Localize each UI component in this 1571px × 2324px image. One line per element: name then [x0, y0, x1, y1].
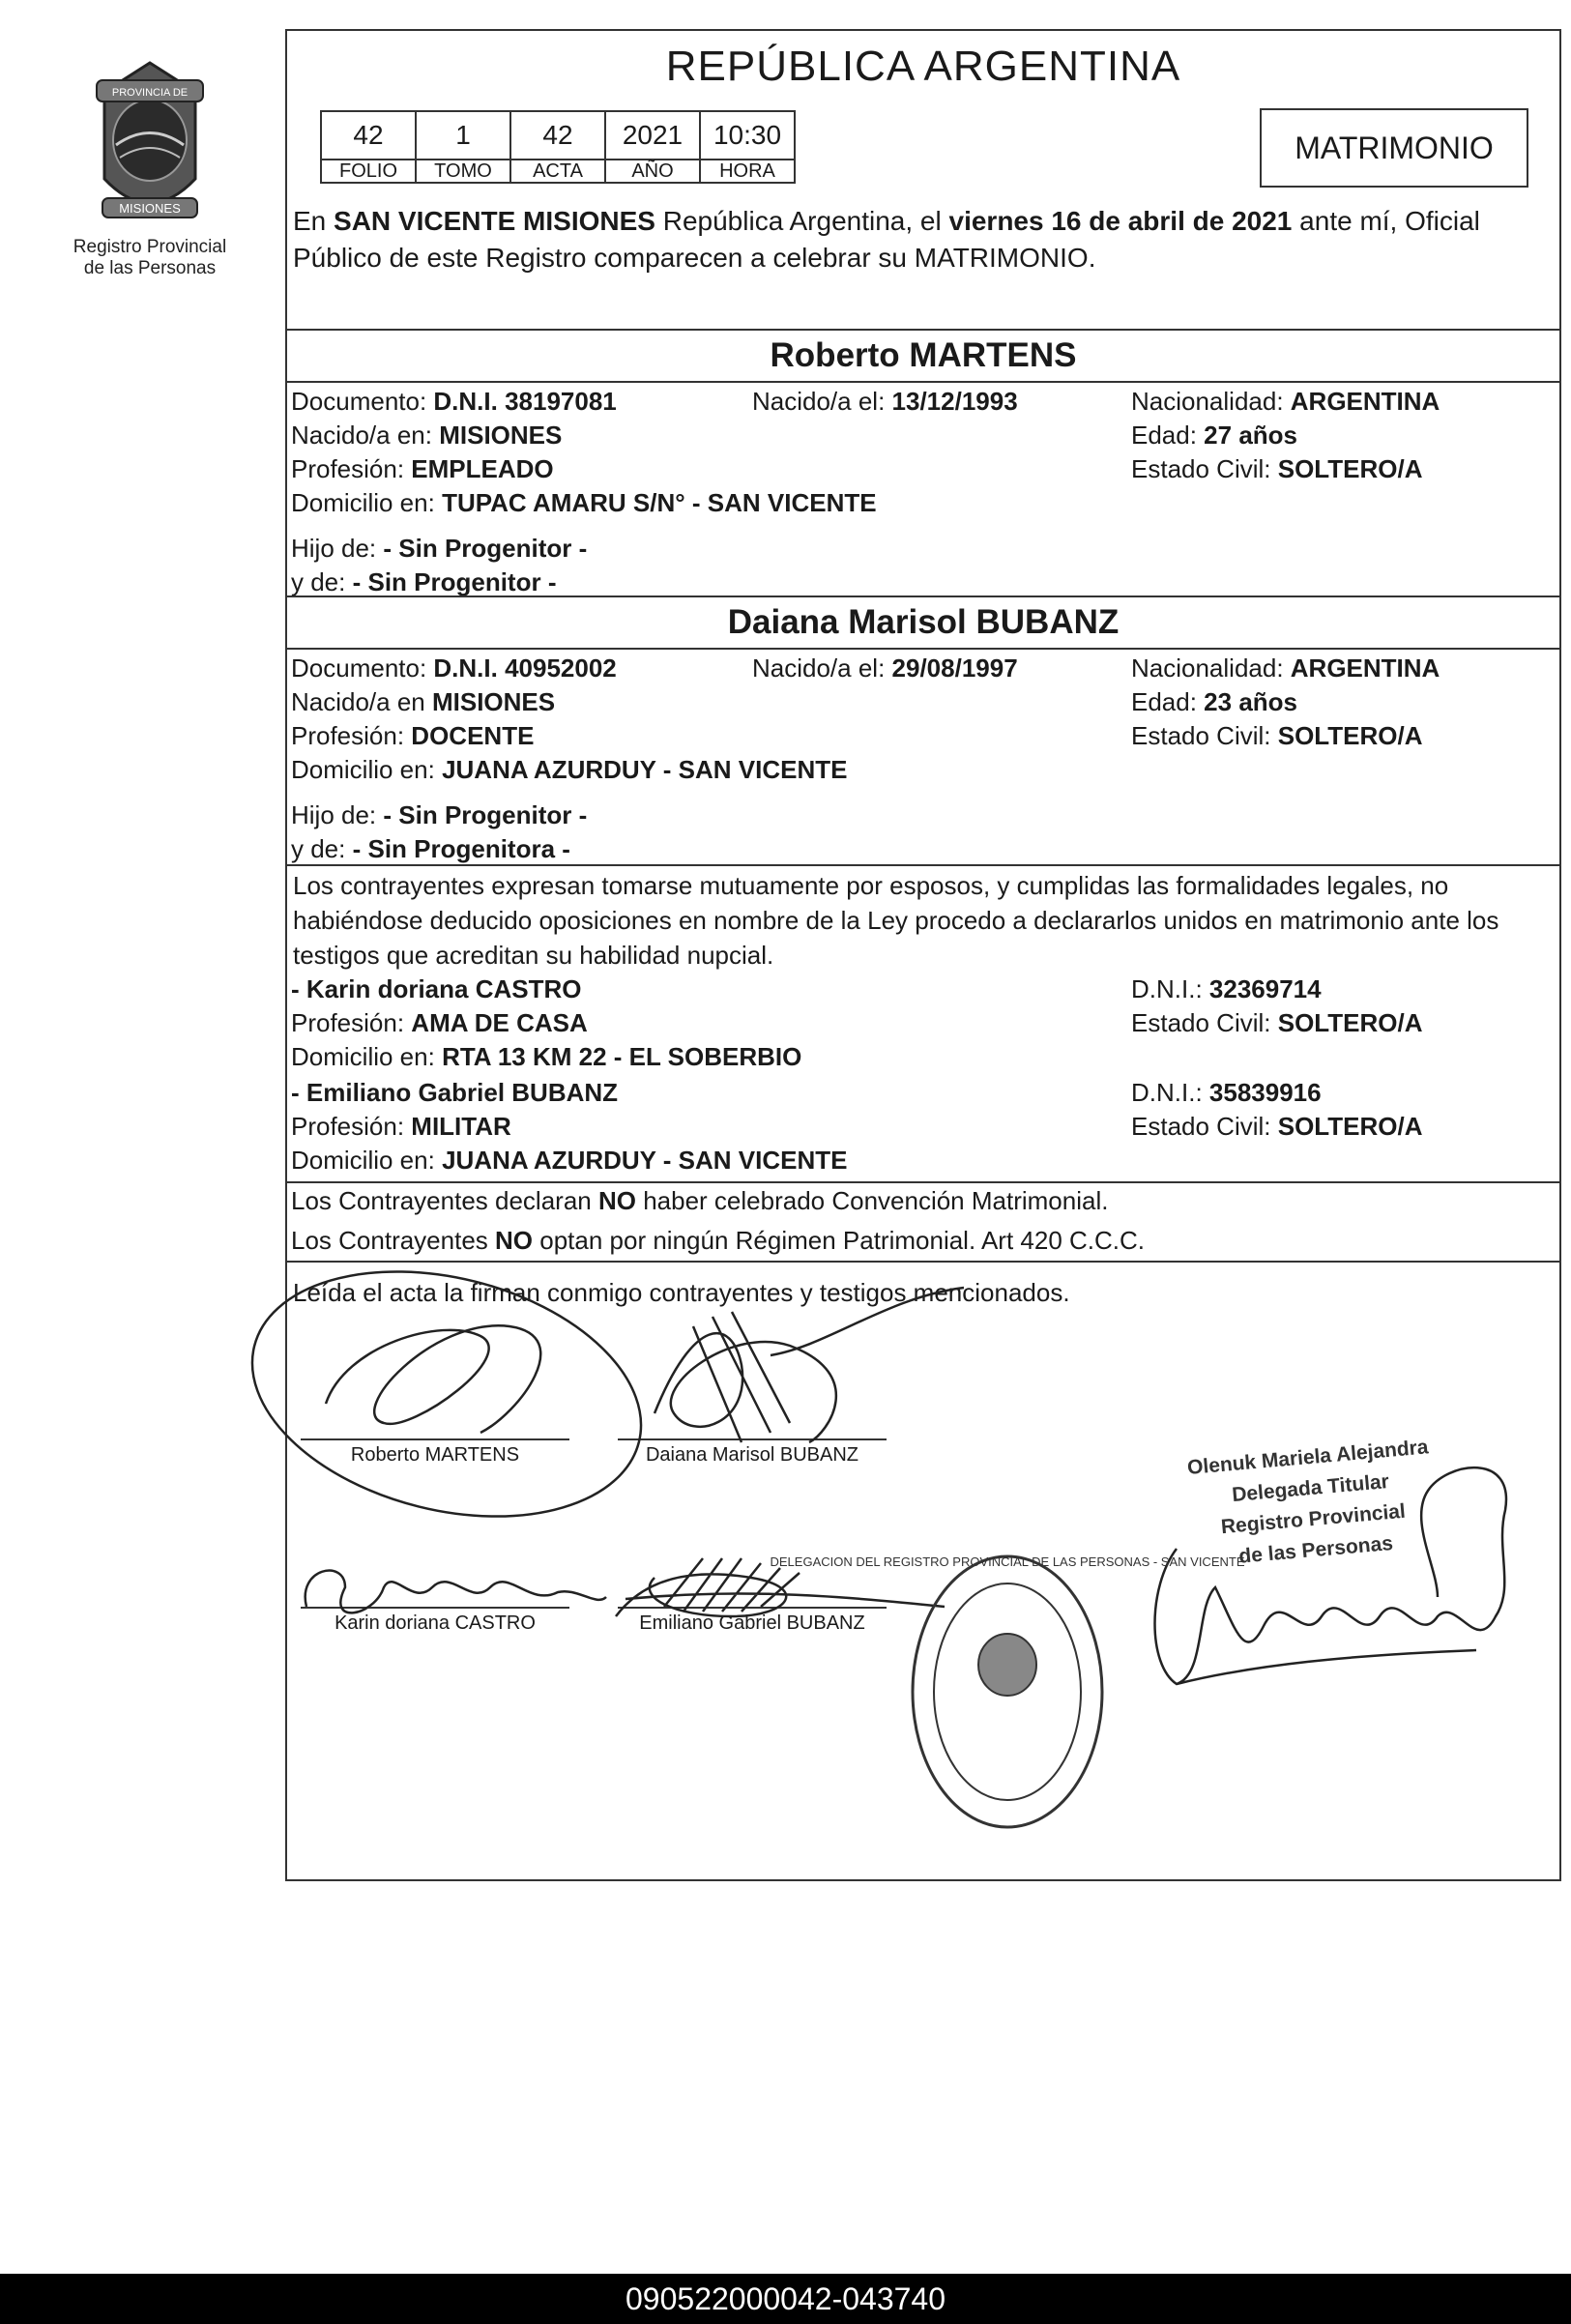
page-title: REPÚBLICA ARGENTINA: [665, 43, 1181, 90]
label: Profesión:: [291, 1008, 412, 1037]
label: Domicilio en:: [291, 488, 443, 517]
label: Hijo de:: [291, 800, 384, 829]
witness1-name: [291, 974, 581, 1004]
value: ARGENTINA: [1290, 387, 1440, 416]
value: - Sin Progenitor -: [383, 800, 588, 829]
text: haber celebrado Convención Matrimonial.: [635, 1186, 1109, 1215]
value: SOLTERO/A: [1277, 1112, 1423, 1141]
value: 32369714: [1208, 974, 1322, 1003]
value: 23 años: [1204, 687, 1297, 716]
folio-label: FOLIO: [321, 160, 416, 183]
value: 27 años: [1204, 421, 1297, 450]
label: Edad:: [1131, 421, 1205, 450]
folio-value: 42: [321, 111, 416, 160]
registry-table: [320, 110, 796, 184]
hour-value: 10:30: [700, 111, 795, 160]
official-stamp-line-2: Delegada Titular: [1231, 1470, 1390, 1507]
spouse1-profession: [291, 454, 554, 484]
emblem-top-text: PROVINCIA DE: [111, 87, 189, 99]
value: - Emiliano Gabriel BUBANZ: [291, 1078, 619, 1107]
label: Profesión:: [291, 721, 412, 750]
value: MISIONES: [431, 687, 556, 716]
label: Nacido/a en: [291, 687, 432, 716]
spouse2-age: [1131, 687, 1297, 717]
value: D.N.I. 40952002: [433, 654, 617, 683]
document-type-box: MATRIMONIO: [1260, 108, 1528, 188]
label: Documento:: [291, 387, 434, 416]
regime-line: [291, 1226, 1145, 1256]
seal-text: DELEGACION DEL REGISTRO PROVINCIAL DE LAS PERSONAS - SAN VICENTE: [770, 1554, 1245, 1569]
value: SOLTERO/A: [1277, 721, 1423, 750]
spouse1-nationality: [1131, 387, 1440, 417]
label: Domicilio en:: [291, 755, 443, 784]
spouse2-document: [291, 654, 617, 683]
label: Estado Civil:: [1131, 721, 1278, 750]
value: D.N.I. 38197081: [433, 387, 617, 416]
official-seal-icon: [770, 1547, 1245, 1837]
signature-name-2: Daiana Marisol BUBANZ: [645, 1444, 859, 1466]
spouse2-born-in: [291, 687, 555, 717]
read-line: Leída el acta la firman conmigo contrayentes y testigos mencionados.: [293, 1278, 1070, 1307]
signature-roberto: [226, 1234, 667, 1554]
signature-roberto-stroke: [326, 1325, 540, 1433]
signature-karin: [305, 1571, 606, 1613]
label: Edad:: [1131, 687, 1205, 716]
value: RTA 13 KM 22 - EL SOBERBIO: [442, 1042, 802, 1071]
witness2-profession: [291, 1112, 511, 1142]
witness2-name: [291, 1078, 618, 1108]
value: - Karin doriana CASTRO: [291, 974, 582, 1003]
tomo-label: TOMO: [416, 160, 510, 183]
label: Estado Civil:: [1131, 1112, 1278, 1141]
year-label: AÑO: [605, 160, 700, 183]
label: Hijo de:: [291, 534, 384, 563]
signature-name-3: Karin doriana CASTRO: [335, 1612, 536, 1634]
official-stamp-line-3: Registro Provincial: [1220, 1499, 1407, 1539]
label: Documento:: [291, 654, 434, 683]
emblem-caption-2: de las Personas: [83, 258, 217, 278]
spouse1-address: [291, 488, 877, 518]
registry-emblem: [53, 53, 247, 279]
emphasis: NO: [597, 1186, 636, 1215]
label: Nacido/a el:: [752, 387, 892, 416]
year-value: 2021: [605, 111, 700, 160]
value: SOLTERO/A: [1277, 454, 1423, 483]
acta-value: 42: [510, 111, 605, 160]
acta-label: ACTA: [510, 160, 605, 183]
spouse2-name: Daiana Marisol BUBANZ: [727, 603, 1120, 641]
value: 35839916: [1208, 1078, 1322, 1107]
certificate-frame: [285, 29, 1561, 1881]
intro-text-1: En: [293, 206, 335, 236]
value: SOLTERO/A: [1277, 1008, 1423, 1037]
label: D.N.I.:: [1131, 974, 1209, 1003]
witness1-address: [291, 1042, 801, 1072]
value: MILITAR: [411, 1112, 511, 1141]
spouse2-nationality: [1131, 654, 1440, 683]
text: optan por ningún Régimen Patrimonial. Art 420 C.C.C.: [533, 1226, 1146, 1255]
value: TUPAC AMARU S/N° - SAN VICENTE: [442, 488, 877, 517]
emblem-bottom-text: MISIONES: [119, 201, 181, 216]
label: Estado Civil:: [1131, 454, 1278, 483]
label: Nacido/a en:: [291, 421, 440, 450]
declaration-paragraph: Los contrayentes expresan tomarse mutuamente por esposos, y cumplidas las formalidades legales, no habiéndose deducido oposiciones en nombre de la Ley procedo a declararlos unidos en matrimonio ante los testigos que acreditan su habilidad nupcial.: [293, 871, 1499, 970]
divider: [287, 864, 1559, 866]
spouse2-profession: [291, 721, 534, 751]
spouse1-age: [1131, 421, 1297, 450]
spouse1-document: [291, 387, 617, 417]
intro-text-2: República Argentina, el: [655, 206, 949, 236]
witness1-dni: [1131, 974, 1322, 1004]
divider: [287, 596, 1559, 597]
value: JUANA AZURDUY - SAN VICENTE: [442, 755, 848, 784]
label: y de:: [291, 834, 353, 863]
text: Los Contrayentes: [291, 1226, 496, 1255]
label: Nacionalidad:: [1131, 654, 1291, 683]
spouse2-born-on: [752, 654, 1018, 683]
footer-code: 090522000042-043740: [625, 2281, 946, 2316]
spouse1-name: Roberto MARTENS: [770, 336, 1077, 374]
value: ARGENTINA: [1290, 654, 1440, 683]
spouse1-born-on: [752, 387, 1018, 417]
spouse1-child-of: [291, 534, 587, 564]
official-stamp-line-4: de las Personas: [1237, 1531, 1394, 1568]
intro-date: viernes 16 de abril de 2021: [948, 206, 1293, 236]
witness2-dni: [1131, 1078, 1322, 1108]
tomo-value: 1: [416, 111, 510, 160]
witness1-profession: [291, 1008, 588, 1038]
value: - Sin Progenitora -: [352, 834, 570, 863]
spouse2-civil-status: [1131, 721, 1422, 751]
value: DOCENTE: [411, 721, 535, 750]
value: 29/08/1997: [891, 654, 1018, 683]
divider: [287, 1181, 1559, 1183]
witness2-civil-status: [1131, 1112, 1422, 1142]
intro-text-3: ante mí, Oficial Público de este Registro comparecen a celebrar su MATRIMONIO.: [293, 206, 1480, 273]
label: Domicilio en:: [291, 1146, 443, 1175]
value: MISIONES: [439, 421, 563, 450]
signature-name-1: Roberto MARTENS: [350, 1444, 520, 1466]
signature-daiana: [655, 1288, 964, 1442]
spouse1-civil-status: [1131, 454, 1422, 484]
spouse2-and-of: [291, 834, 570, 864]
value: AMA DE CASA: [411, 1008, 588, 1037]
spouse1-born-in: [291, 421, 562, 450]
intro-place: SAN VICENTE MISIONES: [334, 206, 655, 236]
divider: [287, 381, 1559, 383]
convention-line: [291, 1186, 1108, 1216]
signature-official-underline: [1177, 1650, 1476, 1684]
spouse1-and-of: [291, 567, 556, 597]
spouse2-address: [291, 755, 847, 785]
label: Nacido/a el:: [752, 654, 892, 683]
hour-label: HORA: [700, 160, 795, 183]
witness1-civil-status: [1131, 1008, 1422, 1038]
spouse2-child-of: [291, 800, 587, 830]
value: EMPLEADO: [411, 454, 554, 483]
label: Profesión:: [291, 454, 412, 483]
province-shield-icon: [87, 53, 213, 232]
divider: [287, 648, 1559, 650]
intro-paragraph: [293, 203, 1559, 276]
label: Profesión:: [291, 1112, 412, 1141]
divider: [287, 329, 1559, 331]
text: Los Contrayentes declaran: [291, 1186, 598, 1215]
label: Nacionalidad:: [1131, 387, 1291, 416]
emblem-caption-1: Registro Provincial: [73, 237, 227, 257]
emphasis: NO: [495, 1226, 534, 1255]
official-stamp-line-1: Olenuk Mariela Alejandra: [1186, 1436, 1430, 1480]
witness2-address: [291, 1146, 847, 1176]
label: D.N.I.:: [1131, 1078, 1209, 1107]
value: 13/12/1993: [891, 387, 1018, 416]
signature-name-4: Emiliano Gabriel BUBANZ: [639, 1612, 865, 1634]
value: - Sin Progenitor -: [383, 534, 588, 563]
value: - Sin Progenitor -: [352, 567, 557, 596]
value: JUANA AZURDUY - SAN VICENTE: [442, 1146, 848, 1175]
label: Estado Civil:: [1131, 1008, 1278, 1037]
label: y de:: [291, 567, 353, 596]
label: Domicilio en:: [291, 1042, 443, 1071]
